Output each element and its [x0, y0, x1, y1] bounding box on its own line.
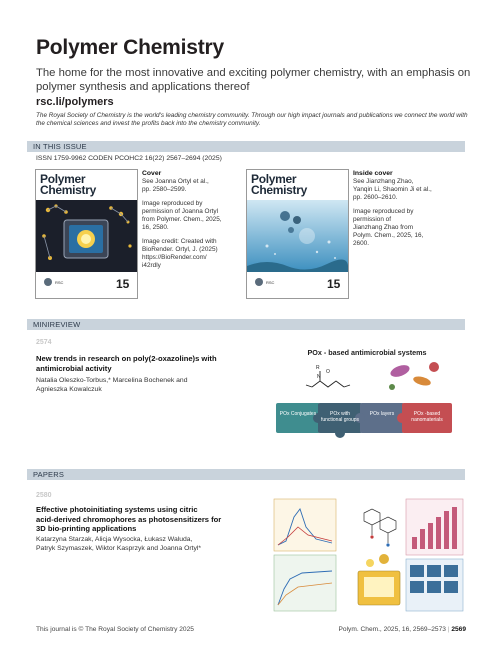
puzzle-label-nanomaterials: POx -based nanomaterials	[411, 411, 443, 423]
footer-copyright: This journal is © The Royal Society of Chemistry 2025	[36, 626, 194, 633]
paper-title[interactable]: Effective photoinitiating systems using citric acid-derived chromophores as photosensitizers for 3D bio-printing applications	[36, 505, 222, 533]
paper-graphical-abstract	[272, 497, 465, 615]
svg-text:R: R	[316, 365, 320, 371]
journal-title: Polymer Chemistry	[36, 36, 225, 59]
svg-text:RSC: RSC	[55, 280, 64, 285]
footer-citation-text: Polym. Chem., 2025, 16, 2569–2573	[338, 626, 446, 633]
cover-caption: Cover See Joanna Ortyl et al., pp. 2580–2599. Image reproduced by permission of Joanna Ortyl from Polymer. Chem., 2025, 16, 2580. Image credit: Created with BioRender. Ortyl, J. (2025) https://BioRender.com/ i42rdly	[142, 170, 222, 269]
minireview-page-number: 2574	[36, 339, 52, 346]
rsc-blurb: The Royal Society of Chemistry is the world's leading chemistry community. Through our high impact journals and publications we connect the world with the chemical sciences and invest the profits back into the chemistry community.	[36, 112, 468, 127]
graphic-heading: POx - based antimicrobial systems	[307, 348, 427, 357]
papers-band: PAPERS	[27, 469, 465, 480]
puzzle-knob	[397, 413, 407, 423]
svg-text:15: 15	[116, 277, 130, 291]
minireview-graphical-abstract	[272, 348, 462, 456]
footer-page-number: 2569	[451, 626, 466, 633]
inside-cover-label: Inside cover	[353, 170, 393, 177]
inside-cover-artwork	[247, 196, 348, 296]
minireview-title[interactable]: New trends in research on poly(2-oxazoline)s with antimicrobial activity	[36, 354, 217, 373]
journal-tagline: The home for the most innovative and exciting polymer chemistry, with an emphasis on polymer synthesis and applications thereof	[36, 67, 471, 93]
inside-cover-thumbnail[interactable]	[246, 169, 349, 299]
minireview-authors: Natalia Oleszko-Torbus,* Marcelina Bochenek and Agnieszka Kowalczuk	[36, 377, 188, 393]
cover-thumbnail[interactable]	[35, 169, 138, 299]
svg-text:RSC: RSC	[266, 280, 275, 285]
svg-text:N: N	[317, 374, 321, 380]
journal-url-link[interactable]: rsc.li/polymers	[36, 96, 114, 108]
puzzle-graphic	[272, 357, 462, 455]
inside-cover-thumb-title: Polymer Chemistry	[251, 172, 307, 197]
in-this-issue-band: IN THIS ISSUE	[27, 141, 465, 152]
minireview-band: MINIREVIEW	[27, 319, 465, 330]
puzzle-label-functional-groups: POx with functional groups	[320, 411, 360, 423]
puzzle-label-conjugates: POx Conjugates	[279, 411, 317, 417]
svg-text:O: O	[326, 369, 330, 375]
puzzle-label-layers: POx layers	[369, 411, 395, 417]
puzzle-knob	[335, 428, 345, 438]
paper-authors: Katarzyna Starzak, Alicja Wysocka, Łukasz Waluda, Patryk Szymaszek, Wiktor Kasprzyk and Joanna Ortyl*	[36, 536, 202, 552]
footer-citation: Polym. Chem., 2025, 16, 2569–2573 | 2569	[338, 626, 466, 633]
inside-cover-caption: Inside cover See Jianzhang Zhao, Yanqin Li, Shaomin Ji et al., pp. 2600–2610. Image reproduced by permission of Jianzhang Zhao from Polym. Chem., 2025, 16, 2600.	[353, 170, 432, 247]
issn-line: ISSN 1759-9962 CODEN PCOHC2 16(22) 2567–2694 (2025)	[36, 155, 222, 162]
svg-text:15: 15	[327, 277, 341, 291]
paper-page-number: 2580	[36, 492, 52, 499]
paper-abstract-artwork	[272, 497, 465, 615]
cover-artwork	[36, 196, 137, 296]
cover-label: Cover	[142, 170, 162, 177]
cover-thumb-title: Polymer Chemistry	[40, 172, 96, 197]
